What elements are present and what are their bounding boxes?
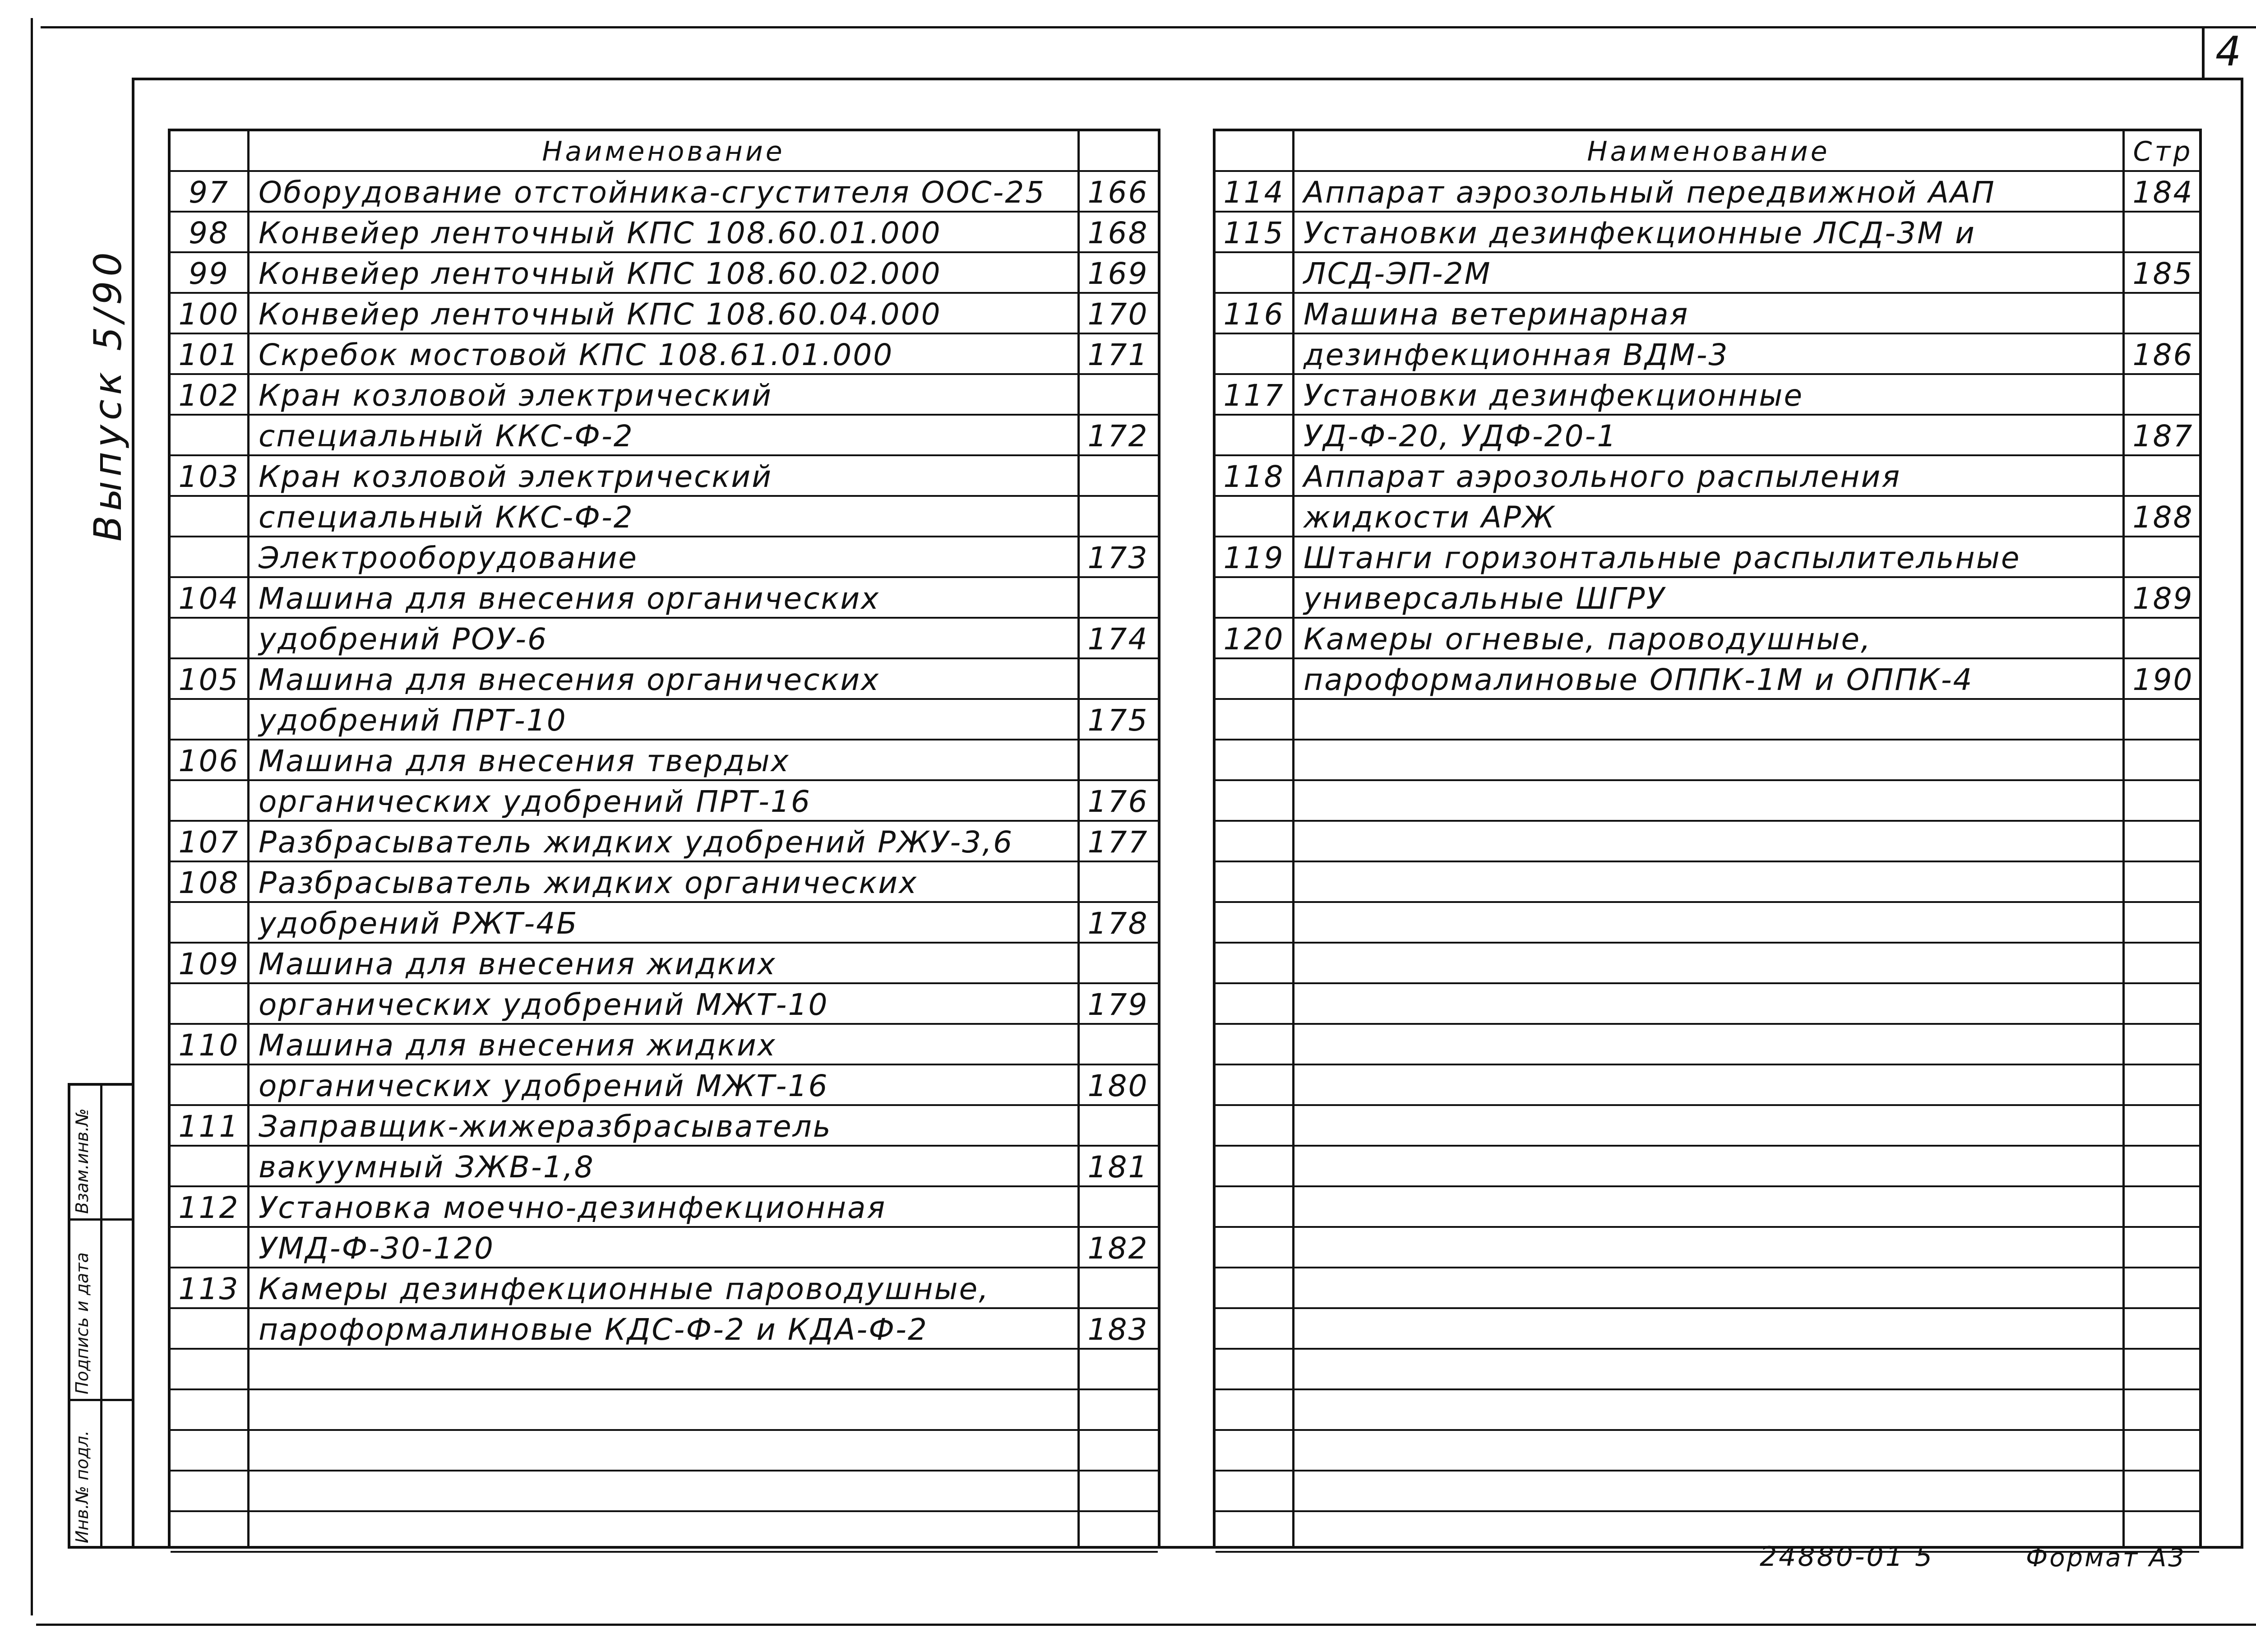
table-row xyxy=(1216,944,2199,984)
row-page: 168 xyxy=(1087,215,1149,250)
row-page xyxy=(2125,1228,2201,1268)
row-name: Машина для внесения органических xyxy=(259,662,880,697)
row-name: дезинфекционная ВДМ-3 xyxy=(1304,337,1729,372)
table-row xyxy=(1216,1065,2199,1106)
row-number xyxy=(1216,1309,1292,1350)
row-name: Машина для внесения твердых xyxy=(259,743,790,778)
row-number xyxy=(1216,253,1292,294)
row-page xyxy=(1080,1106,1156,1147)
row-name: специальный ККС-Ф-2 xyxy=(259,500,634,535)
row-name: пароформалиновые ОППК-1М и ОППК-4 xyxy=(1304,662,1974,697)
row-number xyxy=(1216,1147,1292,1187)
row-number xyxy=(1216,1390,1292,1431)
row-page xyxy=(2125,294,2201,334)
row-name: Машина ветеринарная xyxy=(1304,296,1689,332)
row-page xyxy=(1080,1431,1156,1472)
row-number xyxy=(171,700,247,740)
row-page xyxy=(2125,822,2201,862)
row-number: 108 xyxy=(178,865,240,900)
row-number xyxy=(1216,781,1292,822)
table-row xyxy=(1216,1228,2199,1268)
row-name: Электрооборудование xyxy=(259,540,638,575)
row-number xyxy=(1216,1472,1292,1512)
stamp-divider xyxy=(100,1083,102,1549)
right-contents-table xyxy=(1213,129,2202,1549)
table-row xyxy=(171,1512,1158,1553)
row-number xyxy=(1216,1065,1292,1106)
row-page xyxy=(2125,1350,2201,1390)
row-number: 111 xyxy=(178,1109,240,1144)
row-name: Кран козловой электрический xyxy=(259,378,773,413)
row-number: 97 xyxy=(189,175,229,210)
row-name: Штанги горизонтальные распылительные xyxy=(1304,540,2021,575)
row-number xyxy=(171,416,247,456)
row-name: ЛСД-ЭП-2М xyxy=(1304,256,1492,291)
row-page xyxy=(1080,578,1156,619)
row-page xyxy=(1080,659,1156,700)
row-page: 166 xyxy=(1087,175,1149,210)
table-row xyxy=(1216,822,2199,862)
row-name: органических удобрений МЖТ-16 xyxy=(259,1068,829,1103)
row-page xyxy=(1080,497,1156,537)
row-name: Камеры дезинфекционные пароводушные, xyxy=(259,1271,990,1306)
row-page: 189 xyxy=(2132,581,2194,616)
row-name: пароформалиновые КДС-Ф-2 и КДА-Ф-2 xyxy=(259,1312,928,1347)
row-number xyxy=(1216,944,1292,984)
row-page: 173 xyxy=(1087,540,1149,575)
row-number xyxy=(171,1431,247,1472)
row-page: 188 xyxy=(2132,500,2194,535)
table-row xyxy=(1216,1309,2199,1350)
row-name: УД-Ф-20, УДФ-20-1 xyxy=(1304,418,1618,453)
row-page: 183 xyxy=(1087,1312,1149,1347)
row-page xyxy=(1080,1025,1156,1065)
row-number xyxy=(171,1472,247,1512)
row-number xyxy=(1216,659,1292,700)
row-number xyxy=(171,619,247,659)
table-row xyxy=(1216,862,2199,903)
row-page xyxy=(1080,1390,1156,1431)
row-page xyxy=(2125,1106,2201,1147)
bottom-trim-line xyxy=(36,1624,2256,1626)
row-page xyxy=(2125,1268,2201,1309)
row-page xyxy=(2125,984,2201,1025)
row-number: 119 xyxy=(1223,540,1285,575)
row-page xyxy=(2125,375,2201,416)
table-row xyxy=(1216,1350,2199,1390)
row-page: 186 xyxy=(2132,337,2194,372)
row-page: 180 xyxy=(1087,1068,1149,1103)
row-page xyxy=(2125,944,2201,984)
row-name: Установки дезинфекционные ЛСД-3М и xyxy=(1304,215,1976,250)
row-number: 112 xyxy=(178,1190,240,1225)
row-number: 99 xyxy=(189,256,229,291)
row-page: 171 xyxy=(1087,337,1149,372)
table-row xyxy=(1216,1268,2199,1309)
row-name: вакуумный ЗЖВ-1,8 xyxy=(259,1149,595,1185)
row-number xyxy=(1216,416,1292,456)
row-name: Кран козловой электрический xyxy=(259,459,773,494)
sheet-format: Формат А3 xyxy=(2026,1543,2186,1573)
row-page xyxy=(2125,781,2201,822)
row-number: 104 xyxy=(178,581,240,616)
row-number: 107 xyxy=(178,824,240,860)
stamp-inv-podl: Инв.№ подл. xyxy=(72,1430,92,1543)
row-page xyxy=(1080,375,1156,416)
row-number: 117 xyxy=(1223,378,1285,413)
row-name: Конвейер ленточный КПС 108.60.04.000 xyxy=(259,296,942,332)
row-name: Заправщик-жижеразбрасыватель xyxy=(259,1109,832,1144)
row-number xyxy=(171,903,247,944)
row-number xyxy=(1216,1431,1292,1472)
row-number xyxy=(1216,497,1292,537)
table-row xyxy=(1216,740,2199,781)
row-page xyxy=(2125,456,2201,497)
row-number xyxy=(171,1512,247,1553)
row-page xyxy=(1080,1350,1156,1390)
stamp-signature-date: Подпись и дата xyxy=(72,1252,92,1394)
row-page: 182 xyxy=(1087,1231,1149,1266)
left-contents-table xyxy=(168,129,1160,1549)
table-row xyxy=(1216,1472,2199,1512)
row-number xyxy=(1216,1187,1292,1228)
row-name: Разбрасыватель жидких удобрений РЖУ-3,6 xyxy=(259,824,1014,860)
row-name: Оборудование отстойника-сгустителя ООС-25 xyxy=(259,175,1046,210)
row-page xyxy=(2125,862,2201,903)
row-number xyxy=(1216,1512,1292,1553)
row-page xyxy=(2125,1472,2201,1512)
table-row xyxy=(1216,1025,2199,1065)
row-page: 187 xyxy=(2132,418,2194,453)
row-page: 176 xyxy=(1087,784,1149,819)
row-number: 103 xyxy=(178,459,240,494)
row-page: 190 xyxy=(2132,662,2194,697)
row-name: удобрений РОУ-6 xyxy=(259,621,548,657)
row-page: 179 xyxy=(1087,987,1149,1022)
row-page xyxy=(2125,700,2201,740)
row-page: 172 xyxy=(1087,418,1149,453)
right-header-name: Наименование xyxy=(1587,136,1830,167)
row-name: Установки дезинфекционные xyxy=(1304,378,1804,413)
row-page xyxy=(2125,1431,2201,1472)
row-number: 116 xyxy=(1223,296,1285,332)
row-number xyxy=(171,1065,247,1106)
row-number xyxy=(1216,1228,1292,1268)
row-name: Аппарат аэрозольный передвижной ААП xyxy=(1304,175,1996,210)
left-header-name: Наименование xyxy=(542,136,785,167)
row-number xyxy=(171,1147,247,1187)
table-row xyxy=(171,1350,1158,1390)
row-page xyxy=(1080,1268,1156,1309)
row-name: Машина для внесения органических xyxy=(259,581,880,616)
row-number xyxy=(1216,1268,1292,1309)
row-page xyxy=(2125,740,2201,781)
row-number xyxy=(171,781,247,822)
row-name: Машина для внесения жидких xyxy=(259,1027,777,1063)
row-name: Аппарат аэрозольного распыления xyxy=(1304,459,1901,494)
top-trim-line xyxy=(41,26,2256,28)
row-number: 106 xyxy=(178,743,240,778)
page-number: 4 xyxy=(2215,28,2242,75)
row-number xyxy=(1216,822,1292,862)
row-page: 178 xyxy=(1087,906,1149,941)
row-number xyxy=(1216,903,1292,944)
left-header-row xyxy=(171,131,1158,172)
right-header-page: Стр xyxy=(2133,136,2193,167)
row-number xyxy=(171,497,247,537)
table-row xyxy=(1216,781,2199,822)
row-number: 98 xyxy=(189,215,229,250)
row-page xyxy=(1080,1512,1156,1553)
row-number: 109 xyxy=(178,946,240,981)
row-number xyxy=(1216,1106,1292,1147)
row-name: Машина для внесения жидких xyxy=(259,946,777,981)
row-page xyxy=(1080,740,1156,781)
row-number: 100 xyxy=(178,296,240,332)
row-page xyxy=(2125,1025,2201,1065)
stamp-hline-1 xyxy=(68,1218,134,1221)
row-number xyxy=(171,537,247,578)
row-page: 184 xyxy=(2132,175,2194,210)
row-page: 181 xyxy=(1087,1149,1149,1185)
row-page xyxy=(2125,1187,2201,1228)
row-page xyxy=(1080,1187,1156,1228)
row-page xyxy=(2125,1065,2201,1106)
row-number xyxy=(171,1350,247,1390)
stamp-hline-2 xyxy=(68,1399,134,1401)
row-number xyxy=(1216,1025,1292,1065)
row-number xyxy=(171,1309,247,1350)
row-page xyxy=(2125,537,2201,578)
left-trim-line xyxy=(31,18,33,1615)
row-number xyxy=(1216,1350,1292,1390)
row-name: органических удобрений МЖТ-10 xyxy=(259,987,829,1022)
table-row xyxy=(1216,700,2199,740)
row-number: 114 xyxy=(1223,175,1285,210)
document-code: 24880-01 5 xyxy=(1760,1541,1934,1573)
row-name: жидкости АРЖ xyxy=(1304,500,1556,535)
row-page: 177 xyxy=(1087,824,1149,860)
row-name: специальный ККС-Ф-2 xyxy=(259,418,634,453)
row-number xyxy=(171,1390,247,1431)
row-number: 120 xyxy=(1223,621,1285,657)
row-number xyxy=(1216,740,1292,781)
row-name: УМД-Ф-30-120 xyxy=(259,1231,495,1266)
row-page xyxy=(2125,1309,2201,1350)
row-page xyxy=(2125,619,2201,659)
row-name: универсальные ШГРУ xyxy=(1304,581,1666,616)
row-number: 102 xyxy=(178,378,240,413)
table-row xyxy=(1216,1147,2199,1187)
row-number xyxy=(1216,700,1292,740)
table-row xyxy=(1216,1390,2199,1431)
row-name: органических удобрений ПРТ-16 xyxy=(259,784,811,819)
row-number xyxy=(171,984,247,1025)
row-number: 105 xyxy=(178,662,240,697)
table-row xyxy=(1216,984,2199,1025)
row-page xyxy=(1080,456,1156,497)
right-header-row xyxy=(1216,131,2199,172)
table-row xyxy=(1216,1187,2199,1228)
row-number: 101 xyxy=(178,337,240,372)
row-number xyxy=(171,1228,247,1268)
row-number: 115 xyxy=(1223,215,1285,250)
row-page: 185 xyxy=(2132,256,2194,291)
row-page xyxy=(2125,213,2201,253)
row-name: Установка моечно-дезинфекционная xyxy=(259,1190,887,1225)
row-name: Конвейер ленточный КПС 108.60.01.000 xyxy=(259,215,942,250)
stamp-vzam-inv: Взам.инв.№ xyxy=(72,1108,92,1214)
row-number xyxy=(1216,984,1292,1025)
row-page xyxy=(2125,1147,2201,1187)
row-page: 174 xyxy=(1087,621,1149,657)
row-number xyxy=(1216,578,1292,619)
table-row xyxy=(1216,903,2199,944)
row-page: 175 xyxy=(1087,703,1149,738)
row-page xyxy=(2125,903,2201,944)
row-number: 110 xyxy=(178,1027,240,1063)
row-page xyxy=(1080,1472,1156,1512)
row-number: 118 xyxy=(1223,459,1285,494)
row-page xyxy=(1080,944,1156,984)
table-row xyxy=(1216,1431,2199,1472)
row-page xyxy=(2125,1390,2201,1431)
row-name: удобрений РЖТ-4Б xyxy=(259,906,578,941)
row-number xyxy=(1216,862,1292,903)
row-number xyxy=(1216,334,1292,375)
row-page: 169 xyxy=(1087,256,1149,291)
row-name: удобрений ПРТ-10 xyxy=(259,703,567,738)
row-number: 113 xyxy=(178,1271,240,1306)
table-row xyxy=(1216,1106,2199,1147)
table-row xyxy=(171,1431,1158,1472)
row-name: Разбрасыватель жидких органических xyxy=(259,865,918,900)
issue-label: Выпуск 5/90 xyxy=(86,248,130,541)
table-row xyxy=(171,1472,1158,1512)
row-page: 170 xyxy=(1087,296,1149,332)
row-page xyxy=(1080,862,1156,903)
row-name: Камеры огневые, пароводушные, xyxy=(1304,621,1872,657)
table-row xyxy=(171,1390,1158,1431)
row-name: Конвейер ленточный КПС 108.60.02.000 xyxy=(259,256,942,291)
row-name: Скребок мостовой КПС 108.61.01.000 xyxy=(259,337,894,372)
